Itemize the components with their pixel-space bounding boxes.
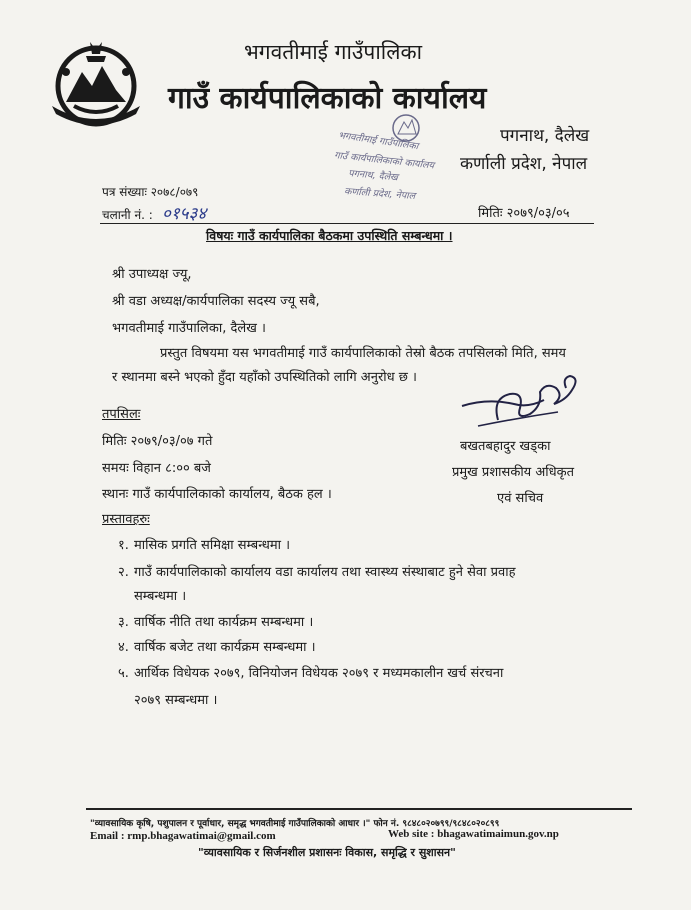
footer-divider [86, 808, 632, 810]
stamp-line-3: पगनाथ, दैलेख [347, 168, 399, 184]
subject-line: विषयः गाउँ कार्यपालिका बैठकमा उपस्थिति सम्बन्धमा । [206, 228, 453, 243]
meeting-date: मितिः २०७९/०३/०७ गते [102, 434, 213, 449]
body-line-2: र स्थानमा बस्ने भएको हुँदा यहाँको उपस्थितिको लागि अनुरोध छ । [112, 370, 417, 385]
office-stamp [322, 108, 462, 202]
footer-email: Email : rmp.bhagawatimai@gmail.com [90, 830, 276, 842]
footer-slogan-phone: "व्यावसायिक कृषि, पशुपालन र पूर्वाधार, समृद्ध भगवतीमाई गाउँपालिकाको आधार ।" फोन नं. ९८४८०२०७९९/९८४८०२०८९९ [90, 819, 500, 829]
dispatch-number-label: चलानी नं. : [102, 208, 153, 222]
address-line-1: पगनाथ, दैलेख [500, 126, 590, 146]
office-name: गाउँ कार्यपालिकाको कार्यालय [168, 81, 487, 116]
stamp-emblem-icon [393, 115, 419, 141]
agenda-item-number: २. [118, 565, 129, 580]
footer-motto: "व्यावसायिक र सिर्जनशील प्रशासनः विकास, समृद्धि र सुशासन" [198, 846, 456, 859]
letter-date: मितिः २०७९/०३/०५ [478, 206, 570, 221]
stamp-line-2: गाउँ कार्यपालिकाको कार्यालय [333, 150, 435, 172]
stamp-line-1: भगवतीमाई गाउँपालिका [337, 130, 419, 153]
body-line-1: प्रस्तुत विषयमा यस भगवतीमाई गाउँ कार्यपालिकाको तेस्रो बैठक तपसिलको मिति, समय [160, 346, 566, 361]
agenda-item-number: १. [118, 538, 129, 553]
header-divider [100, 223, 594, 224]
stamp-line-4: कर्णाली प्रदेश, नेपाल [343, 186, 416, 202]
addressee-line-1: श्री उपाध्यक्ष ज्यू, [112, 267, 192, 282]
meeting-place: स्थानः गाउँ कार्यपालिकाको कार्यालय, बैठक हल । [102, 487, 332, 502]
addressee-line-3: भगवतीमाई गाउँपालिका, दैलेख । [112, 321, 266, 336]
agenda-item-number: ५. [118, 666, 129, 681]
agenda-item-text: आर्थिक विधेयक २०७९, विनियोजन विधेयक २०७९ र मध्यमकालीन खर्च संरचना [134, 666, 504, 681]
footer-website: Web site : bhagawatimaimun.gov.np [388, 828, 559, 840]
letter-number: पत्र संख्याः २०७८/०७९ [102, 185, 199, 199]
signatory-name: बखतबहादुर खड्का [460, 439, 551, 454]
signatory-title: प्रमुख प्रशासकीय अधिकृत [452, 465, 575, 480]
addressee-line-2: श्री वडा अध्यक्ष/कार्यपालिका सदस्य ज्यू सबै, [112, 294, 320, 309]
agenda-heading: प्रस्तावहरुः [102, 512, 150, 527]
agenda-item-number: ४. [118, 640, 129, 655]
agenda-item-text-continued: सम्बन्धमा । [134, 589, 187, 604]
signature [458, 372, 588, 434]
agenda-item-text: मासिक प्रगति समिक्षा सम्बन्धमा । [134, 538, 291, 553]
nepal-emblem-icon [46, 36, 146, 128]
signatory-title-2: एवं सचिव [497, 491, 544, 506]
org-name: भगवतीमाई गाउँपालिका [244, 40, 423, 64]
address-line-2: कर्णाली प्रदेश, नेपाल [460, 154, 588, 174]
agenda-item-text: गाउँ कार्यपालिकाको कार्यालय वडा कार्यालय तथा स्वास्थ्य संस्थाबाट हुने सेवा प्रवाह [134, 565, 516, 580]
agenda-item-text: वार्षिक नीति तथा कार्यक्रम सम्बन्धमा । [134, 615, 314, 630]
meeting-time: समयः विहान ८:०० बजे [102, 461, 211, 476]
agenda-item-number: ३. [118, 615, 129, 630]
agenda-item-text: वार्षिक बजेट तथा कार्यक्रम सम्बन्धमा । [134, 640, 316, 655]
details-heading: तपसिलः [102, 407, 141, 422]
agenda-item-text-continued: २०७९ सम्बन्धमा । [134, 693, 218, 708]
dispatch-number-value: ०१५३४ [162, 204, 207, 224]
